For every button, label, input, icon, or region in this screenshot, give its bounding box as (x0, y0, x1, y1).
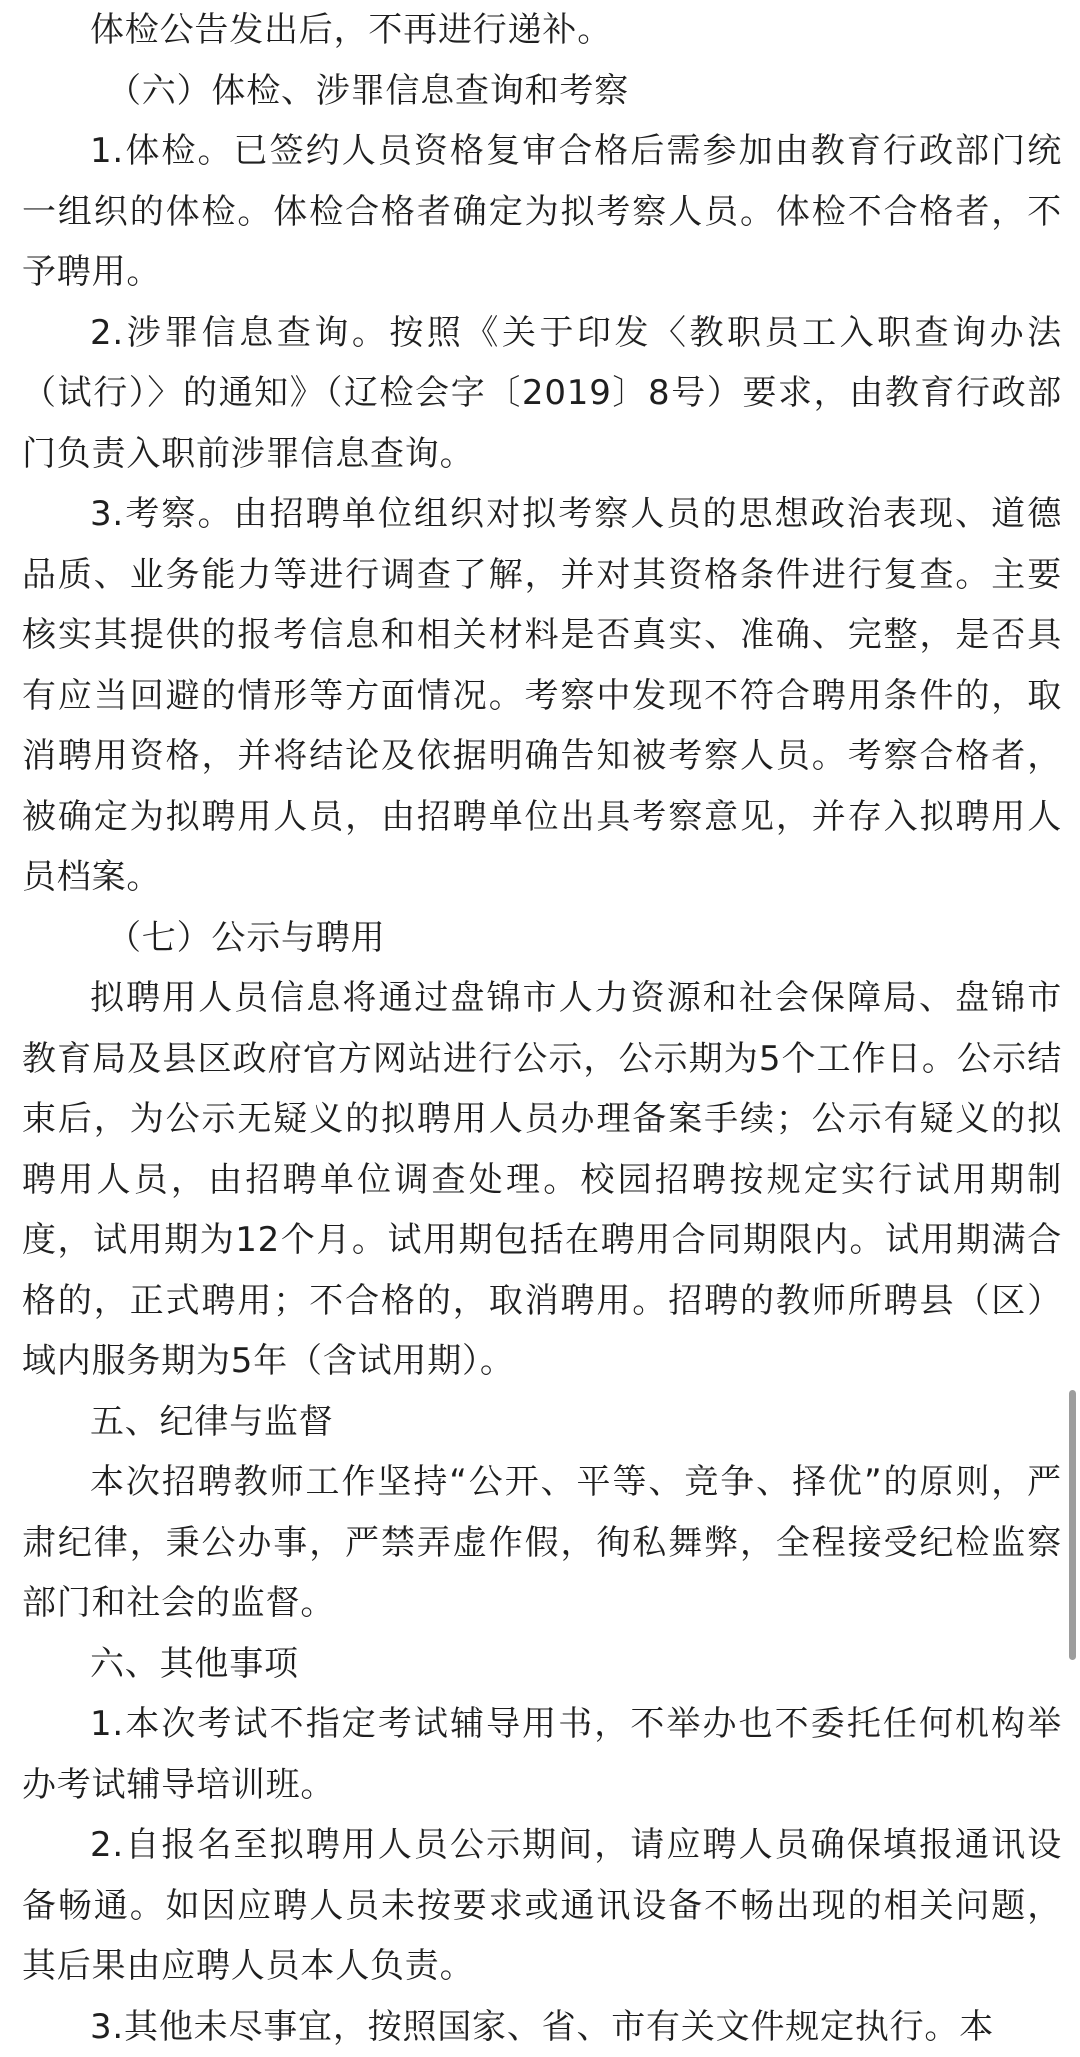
paragraph-inspection: 3.考察。由招聘单位组织对拟考察人员的思想政治表现、道德品质、业务能力等进行调查了解，并对其资格条件进行复查。主要核实其提供的报考信息和相关材料是否真实、准确、完整，是否具有应当回避的情形等方面情况。考察中发现不符合聘用条件的，取消聘用资格，并将结论及依据明确告知被考察人员。考察合格者，被确定为拟聘用人员，由招聘单位出具考察意见，并存入拟聘用人员档案。 (22, 484, 1062, 908)
scrollbar-thumb[interactable] (1069, 1390, 1076, 1660)
paragraph-publicity-employment: 拟聘用人员信息将通过盘锦市人力资源和社会保障局、盘锦市教育局及县区政府官方网站进行公示，公示期为5个工作日。公示结束后，为公示无疑义的拟聘用人员办理备案手续；公示有疑义的拟聘用人员，由招聘单位调查处理。校园招聘按规定实行试用期制度，试用期为12个月。试用期包括在聘用合同期限内。试用期满合格的，正式聘用；不合格的，取消聘用。招聘的教师所聘县（区）域内服务期为5年（含试用期）。 (22, 968, 1062, 1392)
paragraph-other-2: 2.自报名至拟聘用人员公示期间，请应聘人员确保填报通讯设备畅通。如因应聘人员未按要求或通讯设备不畅出现的相关问题，其后果由应聘人员本人负责。 (22, 1815, 1062, 1997)
heading-other-matters: 六、其他事项 (22, 1634, 1062, 1695)
paragraph-physical-exam: 1.体检。已签约人员资格复审合格后需参加由教育行政部门统一组织的体检。体检合格者确定为拟考察人员。体检不合格者，不予聘用。 (22, 121, 1062, 303)
paragraph-other-3: 3.其他未尽事宜，按照国家、省、市有关文件规定执行。本 (22, 1997, 1062, 2057)
paragraph-discipline: 本次招聘教师工作坚持“公开、平等、竞争、择优”的原则，严肃纪律，秉公办事，严禁弄虚作假，徇私舞弊，全程接受纪检监察部门和社会的监督。 (22, 1452, 1062, 1634)
heading-discipline-supervision: 五、纪律与监督 (22, 1392, 1062, 1453)
paragraph-physical-exam-notice-tail: 体检公告发出后，不再进行递补。 (22, 0, 1062, 61)
section-heading-6: （六）体检、涉罪信息查询和考察 (22, 61, 1062, 122)
section-heading-7: （七）公示与聘用 (22, 908, 1062, 969)
paragraph-other-1: 1.本次考试不指定考试辅导用书，不举办也不委托任何机构举办考试辅导培训班。 (22, 1694, 1062, 1815)
document-body (22, 0, 1062, 2057)
paragraph-criminal-record-check: 2.涉罪信息查询。按照《关于印发〈教职员工入职查询办法（试行）〉的通知》（辽检会字〔2019〕8号）要求，由教育行政部门负责入职前涉罪信息查询。 (22, 303, 1062, 485)
